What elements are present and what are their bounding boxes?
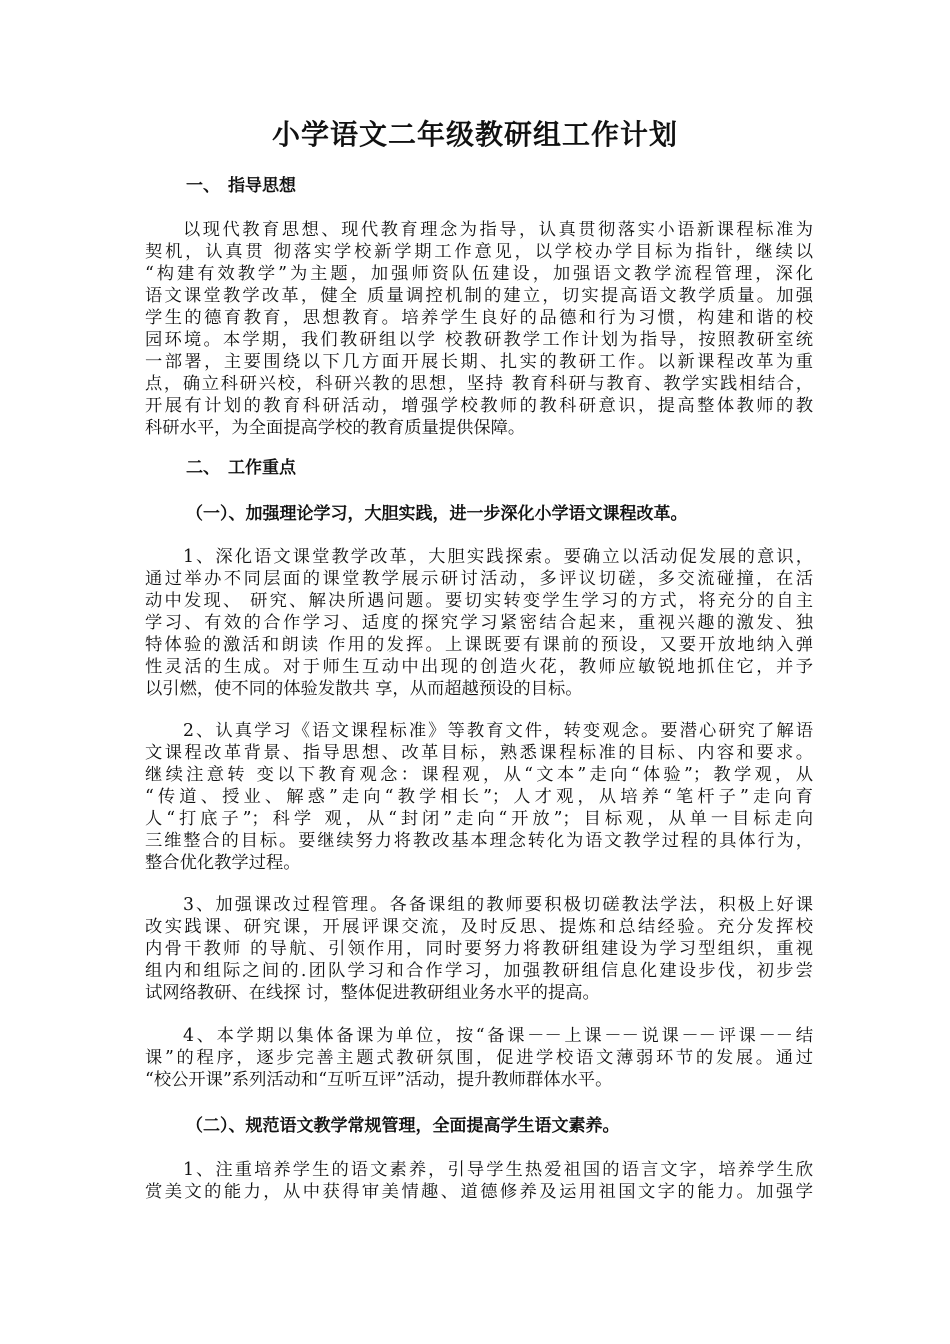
text-line: 试网络教研、在线探 讨，整体促进教研组业务水平的提高。: [145, 983, 600, 1003]
text-line: 学习、有效的合作学习、适度的探究学习紧密结合起来，重视兴趣的激发、独: [145, 613, 813, 633]
text-line: 科研水平，为全面提高学校的教育质量提供保障。: [145, 418, 526, 438]
text-line: 人“打底子”；科学 观，从“封闭”走向“开放”；目标观，从单一目标走向: [145, 809, 813, 829]
text-line: 3、加强课改过程管理。各备课组的教师要积极切磋教法学法，积极上好课: [183, 895, 813, 915]
subheading-theory-study: （一）、加强理论学习，大胆实践，进一步深化小学语文课程改革。: [186, 504, 688, 524]
text-line: “校公开课”系列活动和“互听互评”活动，提升教师群体水平。: [145, 1070, 613, 1090]
section-heading-work-focus: [186, 456, 296, 480]
text-line: 内骨干教师 的导航、引领作用，同时要努力将教研组建设为学习型组织，重视: [145, 939, 813, 959]
section-title: 工作重点: [228, 458, 296, 478]
text-line: 以引燃，使不同的体验发散共 享，从而超越预设的目标。: [145, 679, 583, 699]
section-title: 指导思想: [228, 176, 296, 196]
text-line: 组内和组际之间的.团队学习和合作学习，加强教研组信息化建设步伐，初步尝: [145, 961, 813, 981]
text-line: 点，确立科研兴校，科研兴教的思想，坚持 教育科研与教育、教学实践相结合，: [145, 374, 813, 394]
text-line: 文课程改革背景、指导思想、改革目标，熟悉课程标准的目标、内容和要求。: [145, 743, 813, 763]
paragraph-guiding-thought: [145, 219, 813, 439]
page-title: 小学语文二年级教研组工作计划: [271, 118, 678, 151]
text-line: 整合优化教学过程。: [145, 853, 301, 873]
paragraph-item-2: [145, 720, 813, 874]
subheading-routine-management: （二）、规范语文教学常规管理，全面提高学生语文素养。: [186, 1116, 620, 1136]
text-line: “构建有效教学”为主题，加强师资队伍建设，加强语文教学流程管理，深化: [145, 264, 813, 284]
text-line: 继续注意转 变以下教育观念：课程观，从“文本”走向“体验”；教学观，从: [145, 765, 813, 785]
paragraph-item-3: [145, 894, 813, 1004]
text-line: 课”的程序，逐步完善主题式教研氛围，促进学校语文薄弱环节的发展。通过: [145, 1048, 813, 1068]
paragraph-literacy: [145, 1159, 813, 1203]
text-line: 开展有计划的教育科研活动，增强学校教师的教科研意识，提高整体教师的教: [145, 396, 813, 416]
text-line: 语文课堂教学改革，健全 质量调控机制的建立，切实提高语文教学质量。加强: [145, 286, 813, 306]
text-line: 4、本学期以集体备课为单位，按“备课－－上课－－说课－－评课－－结: [183, 1026, 813, 1046]
text-line: 赏美文的能力，从中获得审美情趣、道德修养及运用祖国文字的能力。加强学: [145, 1182, 813, 1202]
text-line: “传道、授业、解惑”走向“教学相长”；人才观，从培养“笔杆子”走向育: [145, 787, 813, 807]
text-line: 通过举办不同层面的课堂教学展示研讨活动，多评议切磋，多交流碰撞，在活: [145, 569, 813, 589]
text-line: 性灵活的生成。对于师生互动中出现的创造火花，教师应敏锐地抓住它，并予: [145, 657, 813, 677]
text-line: 2、认真学习《语文课程标准》等教育文件，转变观念。要潜心研究了解语: [183, 721, 813, 741]
text-line: 1、深化语文课堂教学改革，大胆实践探索。要确立以活动促发展的意识，: [183, 547, 813, 567]
text-line: 1、注重培养学生的语文素养，引导学生热爱祖国的语言文字，培养学生欣: [183, 1160, 813, 1180]
section-heading-guiding-thought: [186, 174, 296, 198]
section-number: 一、: [186, 176, 220, 196]
paragraph-item-1: [145, 546, 813, 700]
text-line: 契机，认真贯 彻落实学校新学期工作意见，以学校办学目标为指针，继续以: [145, 242, 813, 262]
text-line: 学生的德育教育，思想教育。培养学生良好的品德和行为习惯，构建和谐的校: [145, 308, 813, 328]
section-number: 二、: [186, 458, 220, 478]
text-line: 园环境。本学期，我们教研组以学 校教研教学工作计划为指导，按照教研室统: [145, 330, 813, 350]
text-line: 动中发现、 研究、解决所遇问题。要切实转变学生学习的方式，将充分的自主: [145, 591, 813, 611]
text-line: 三维整合的目标。要继续努力将教改基本理念转化为语文教学过程的具体行为，: [145, 831, 813, 851]
text-line: 一部署，主要围绕以下几方面开展长期、扎实的教研工作。以新课程改革为重: [145, 352, 813, 372]
text-line: 特体验的激活和朗读 作用的发挥。上课既要有课前的预设，又要开放地纳入弹: [145, 635, 813, 655]
text-line: 以现代教育思想、现代教育理念为指导，认真贯彻落实小语新课程标准为: [183, 220, 813, 240]
paragraph-item-4: [145, 1025, 813, 1091]
text-line: 改实践课、研究课，开展评课交流，及时反思、提炼和总结经验。充分发挥校: [145, 917, 813, 937]
